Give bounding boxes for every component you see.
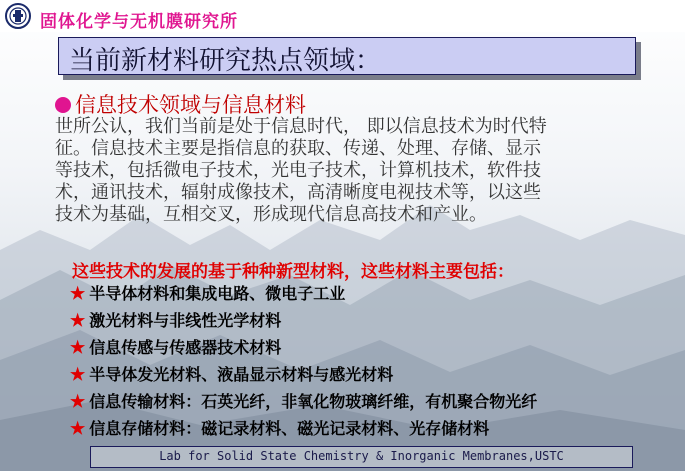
materials-list (70, 280, 537, 442)
footer-text: Lab for Solid State Chemistry & Inorganic Membranes,USTC (159, 449, 564, 463)
list-item-text: 信息存储材料：磁记录材料、磁光记录材料、光存储材料 (89, 419, 490, 438)
list-item (70, 280, 537, 307)
section-heading (55, 89, 306, 119)
list-item-text: 半导体发光材料、液晶显示材料与感光材料 (89, 365, 394, 384)
list-item (70, 334, 537, 361)
list-item-text: 信息传感与传感器技术材料 (89, 338, 282, 357)
list-item-text: 半导体材料和集成电路、微电子工业 (89, 284, 346, 303)
star-icon: ★ (70, 311, 86, 331)
footer-box (90, 446, 633, 468)
paragraph-line: 等技术，包括微电子技术，光电子技术，计算机技术，软件技 (55, 160, 541, 181)
list-item (70, 361, 537, 388)
paragraph-line: 世所公认，我们当前是处于信息时代， 即以信息技术为时代特 (55, 116, 547, 137)
bullet-dot-icon (55, 97, 71, 113)
university-emblem-icon (5, 3, 31, 29)
lab-name: 固体化学与无机膜研究所 (40, 12, 238, 32)
star-icon: ★ (70, 392, 86, 412)
materials-heading: 这些技术的发展的基于种种新型材料，这些材料主要包括： (72, 262, 514, 282)
star-icon: ★ (70, 365, 86, 385)
star-icon: ★ (70, 284, 86, 304)
star-icon: ★ (70, 338, 86, 358)
list-item-text: 激光材料与非线性光学材料 (89, 311, 282, 330)
list-item (70, 307, 537, 334)
list-item (70, 415, 537, 442)
section-heading-text: 信息技术领域与信息材料 (75, 93, 306, 117)
paragraph-line: 术，通讯技术，辐射成像技术，高清晰度电视技术等，以这些 (55, 182, 541, 203)
star-icon: ★ (70, 419, 86, 439)
intro-paragraph (55, 116, 645, 226)
list-item-text: 信息传输材料：石英光纤，非氧化物玻璃纤维，有机聚合物光纤 (89, 392, 538, 411)
paragraph-line: 征。信息技术主要是指信息的获取、传递、处理、存储、显示 (55, 138, 541, 159)
list-item (70, 388, 537, 415)
slide-title-box (58, 37, 636, 75)
slide-title: 当前新材料研究热点领域： (69, 46, 382, 76)
paragraph-line: 技术为基础，互相交叉，形成现代信息高技术和产业。 (55, 204, 487, 225)
